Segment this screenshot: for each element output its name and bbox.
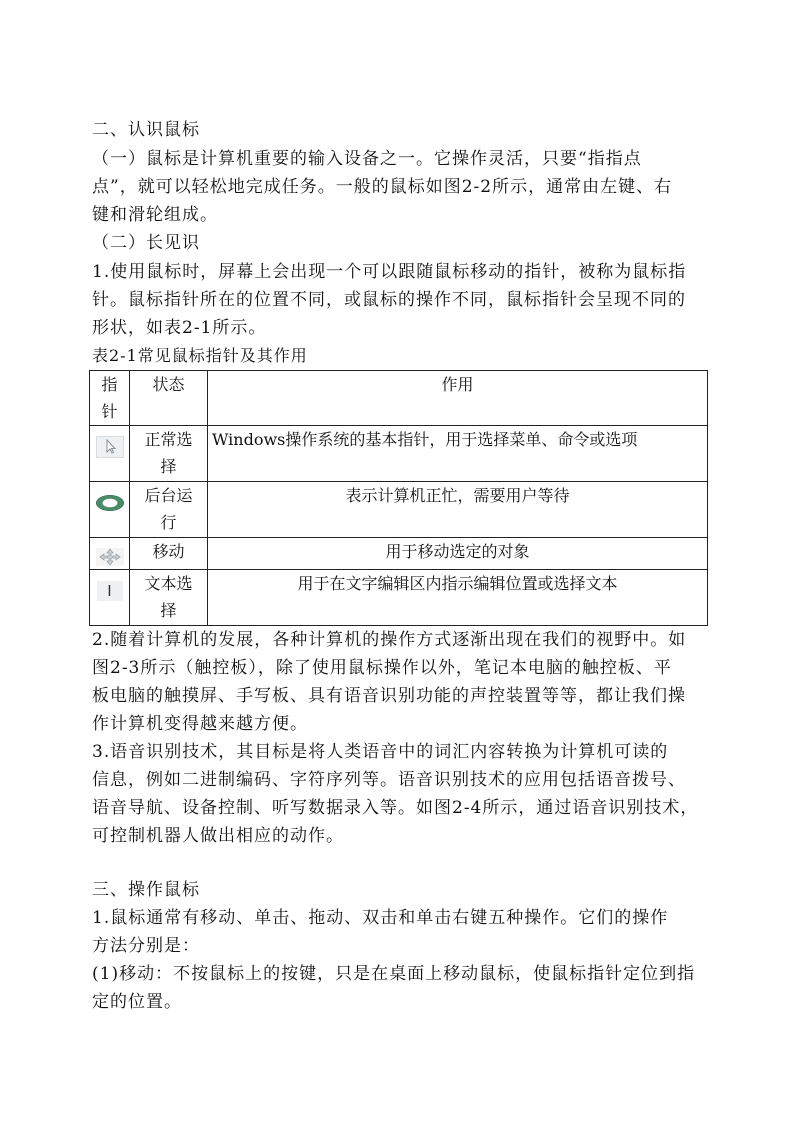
- header-pointer: [90, 371, 130, 426]
- paragraph-line: 语音导航、设备控制、听写数据录入等。如图2-4所示，通过语音识别技术，: [92, 798, 699, 818]
- paragraph-line: 图2-3所示（触控板），除了使用鼠标操作以外，笔记本电脑的触控板、平: [92, 658, 672, 678]
- state-text: 后台运: [144, 486, 193, 505]
- state-cell: [130, 482, 208, 538]
- paragraph-line: 板电脑的触摸屏、手写板、具有语音识别功能的声控装置等等，都让我们操: [92, 686, 686, 706]
- paragraph-line: 2.随着计算机的发展，各种计算机的操作方式逐渐出现在我们的视野中。如: [92, 630, 687, 650]
- state-text: 择: [160, 601, 177, 620]
- paragraph-line: 3.语音识别技术，其目标是将人类语音中的词汇内容转换为计算机可读的: [92, 742, 669, 762]
- paragraph-line: 针。鼠标指针所在的位置不同，或鼠标的操作不同，鼠标指针会呈现不同的: [92, 290, 686, 310]
- pointer-cell: [90, 482, 130, 538]
- section-heading-operate-mouse: 三、操作鼠标: [92, 880, 200, 900]
- function-cell: 表示计算机正忙，需要用户等待: [208, 482, 708, 538]
- state-text: 文本选: [144, 574, 193, 593]
- busy-ring-icon: [96, 495, 124, 511]
- paragraph-line: 信息，例如二进制编码、字符序列等。语音识别技术的应用包括语音拨号、: [92, 770, 686, 790]
- pointer-table: [89, 370, 708, 626]
- state-cell: [130, 426, 208, 482]
- table-row: [90, 426, 708, 482]
- paragraph-line: 1.使用鼠标时，屏幕上会出现一个可以跟随鼠标移动的指针，被称为鼠标指: [92, 262, 687, 282]
- table-row: [90, 538, 708, 570]
- state-cell: 移动: [130, 538, 208, 570]
- subheading-knowledge: （二）长见识: [92, 233, 200, 253]
- table-header-row: [90, 371, 708, 426]
- table-caption: 表2-1常见鼠标指针及其作用: [92, 346, 308, 365]
- table-row: [90, 482, 708, 538]
- text-beam-icon: I: [97, 581, 123, 601]
- state-text: 择: [160, 457, 177, 476]
- paragraph-line: (1)移动：不按鼠标上的按键，只是在桌面上移动鼠标，使鼠标指针定位到指: [92, 964, 696, 984]
- paragraph-line: 可控制机器人做出相应的动作。: [92, 826, 344, 846]
- paragraph-line: 定的位置。: [92, 992, 182, 1012]
- function-cell: 用于移动选定的对象: [208, 538, 708, 570]
- section-heading-recognize-mouse: 二、认识鼠标: [92, 120, 200, 140]
- state-text: 正常选: [144, 430, 193, 449]
- header-pointer-line1: 指: [101, 375, 118, 394]
- arrow-pointer-icon: [96, 436, 124, 458]
- pointer-cell: [90, 538, 130, 570]
- state-text: 行: [160, 513, 177, 532]
- state-cell: [130, 570, 208, 626]
- pointer-cell: [90, 426, 130, 482]
- paragraph-line: 方法分别是：: [92, 936, 200, 956]
- paragraph-line: 1.鼠标通常有移动、单击、拖动、双击和单击右键五种操作。它们的操作: [92, 908, 669, 928]
- function-cell: Windows操作系统的基本指针，用于选择菜单、命令或选项: [208, 426, 708, 482]
- move-arrows-icon: [96, 548, 124, 566]
- function-cell: 用于在文字编辑区内指示编辑位置或选择文本: [208, 570, 708, 626]
- paragraph-line: 点”，就可以轻松地完成任务。一般的鼠标如图2-2所示，通常由左键、右: [92, 177, 673, 197]
- paragraph-line: 作计算机变得越来越方便。: [92, 714, 308, 734]
- table-row: [90, 570, 708, 626]
- paragraph-line: 形状，如表2-1所示。: [92, 318, 267, 338]
- pointer-cell: [90, 570, 130, 626]
- header-state: 状态: [130, 371, 208, 426]
- paragraph-line: （一）鼠标是计算机重要的输入设备之一。它操作灵活，只要“指指点: [92, 149, 642, 169]
- header-pointer-line2: 针: [101, 402, 118, 421]
- header-function: 作用: [208, 371, 708, 426]
- paragraph-line: 键和滑轮组成。: [92, 205, 218, 225]
